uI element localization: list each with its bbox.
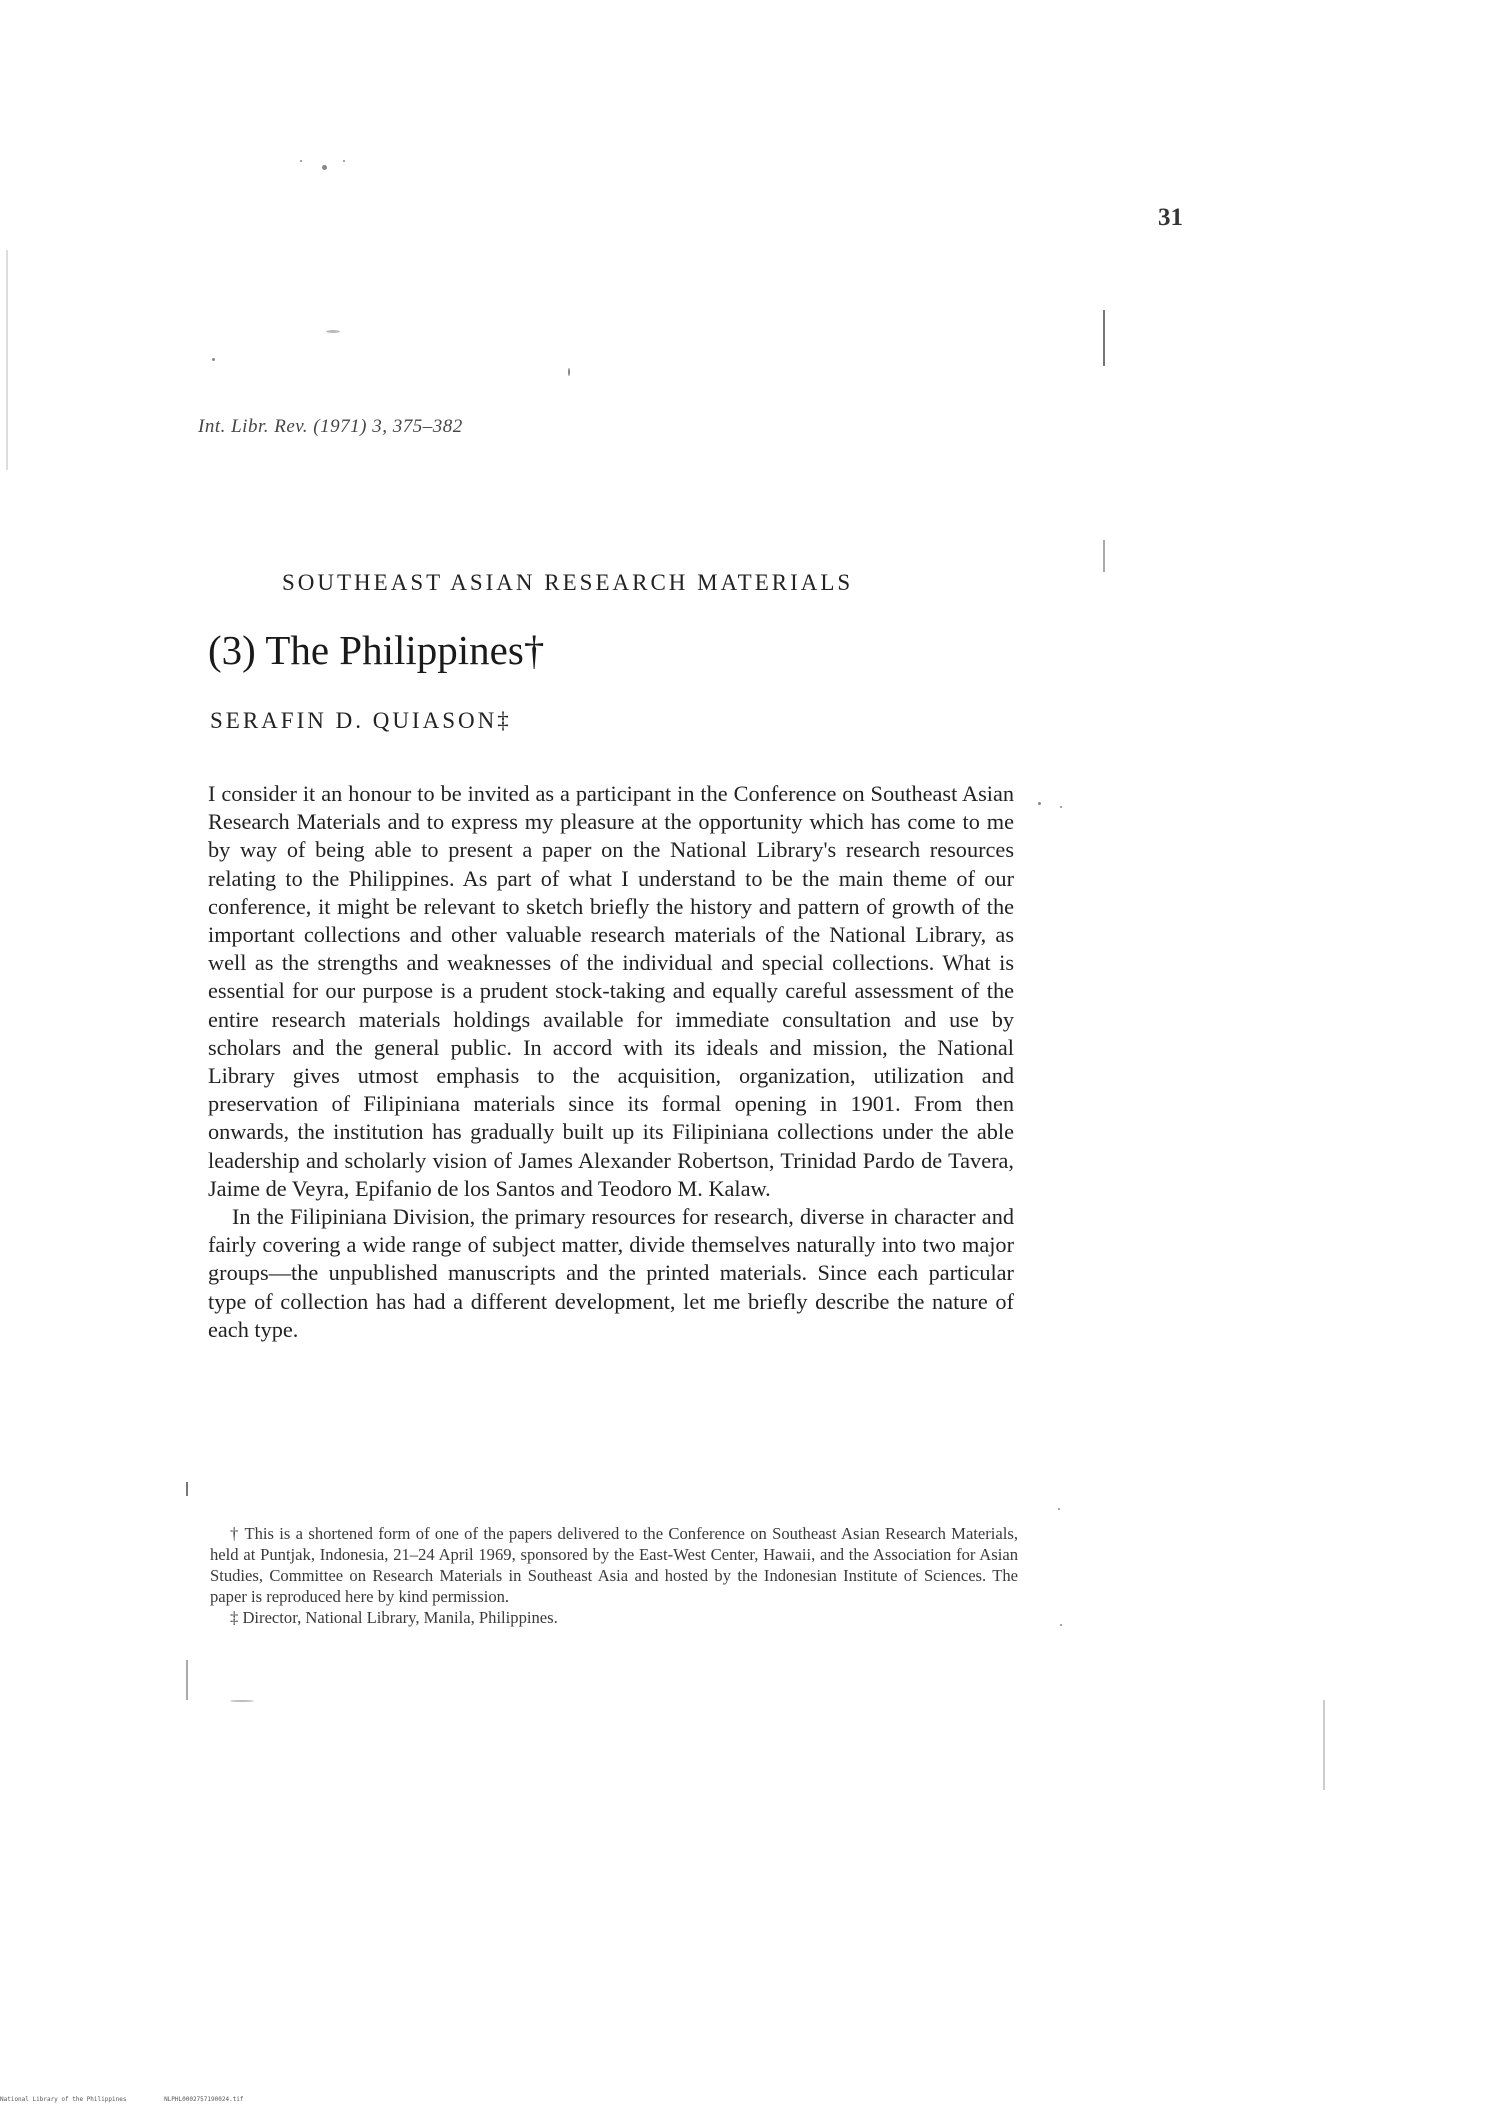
scan-speck <box>1060 1624 1062 1626</box>
scan-speck <box>212 358 215 361</box>
footnotes <box>210 1523 1018 1628</box>
article-title: (3) The Philippines† <box>208 627 545 673</box>
scan-speck <box>322 165 327 170</box>
series-title: SOUTHEAST ASIAN RESEARCH MATERIALS <box>282 570 854 595</box>
scan-mark-line <box>1103 540 1105 572</box>
scan-mark-line <box>186 1482 188 1496</box>
footnote-dagger: † This is a shortened form of one of the papers delivered to the Conference on Southeast Asian Research Materials, held at Puntjak, Indonesia, 21–24 April 1969, sponsored by the East-West Center, Hawaii, and the Association for Asian Studies, Committee on Research Materials in Southeast Asia and hosted by the Indonesian Institute of Sciences. The paper is reproduced here by kind permission. <box>210 1524 1018 1606</box>
scan-footer-strip <box>0 2096 278 2103</box>
scan-speck <box>230 1700 254 1702</box>
article-body <box>208 780 1014 1344</box>
scan-speck <box>1038 802 1041 805</box>
scan-speck <box>300 160 302 162</box>
journal-citation: Int. Libr. Rev. (1971) 3, 375–382 <box>198 416 463 437</box>
scan-mark-line <box>6 250 8 470</box>
author-name: SERAFIN D. QUIASON‡ <box>210 708 512 733</box>
paragraph: In the Filipiniana Division, the primary resources for research, diverse in character and fairly covering a wide range of subject matter, divide themselves naturally into two major groups—the unpublished manuscripts and the printed materials. Since each particular type of collection has had a different development, let me briefly describe the nature of each type. <box>208 1204 1014 1342</box>
scan-file-code: NLPHL0002757190024.tif <box>164 2096 244 2103</box>
scan-speck <box>326 330 340 333</box>
scan-library-label: National Library of the Philippines <box>0 2096 127 2103</box>
scan-speck <box>343 160 345 162</box>
scan-speck <box>1060 806 1062 808</box>
scan-mark-line <box>1323 1700 1325 1790</box>
footnote-double-dagger: ‡ Director, National Library, Manila, Philippines. <box>230 1608 558 1627</box>
scan-speck <box>568 368 570 376</box>
scan-mark-line <box>186 1660 188 1700</box>
scan-mark-line <box>1103 310 1105 366</box>
page-number: 31 <box>1158 204 1183 231</box>
scan-speck <box>1058 1508 1060 1510</box>
paragraph: I consider it an honour to be invited as a participant in the Conference on Southeast Asian Research Materials and to express my pleasure at the opportunity which has come to me by way of being able to present a paper on the National Library's research resources relating to the Philippines. As part of what I understand to be the main theme of our conference, it might be relevant to sketch briefly the history and pattern of growth of the important collections and other valuable research materials of the National Library, as well as the strengths and weaknesses of the individual and special collections. What is essential for our purpose is a prudent stock-taking and equally careful assessment of the entire research materials holdings available for immediate consultation and use by scholars and the general public. In accord with its ideals and mission, the National Library gives utmost emphasis to the acquisition, organization, utilization and preservation of Filipiniana materials since its formal opening in 1901. From then onwards, the institution has gradually built up its Filipiniana collections under the able leadership and scholarly vision of James Alexander Robertson, Trinidad Pardo de Tavera, Jaime de Veyra, Epifanio de los Santos and Teodoro M. Kalaw. <box>208 781 1014 1201</box>
